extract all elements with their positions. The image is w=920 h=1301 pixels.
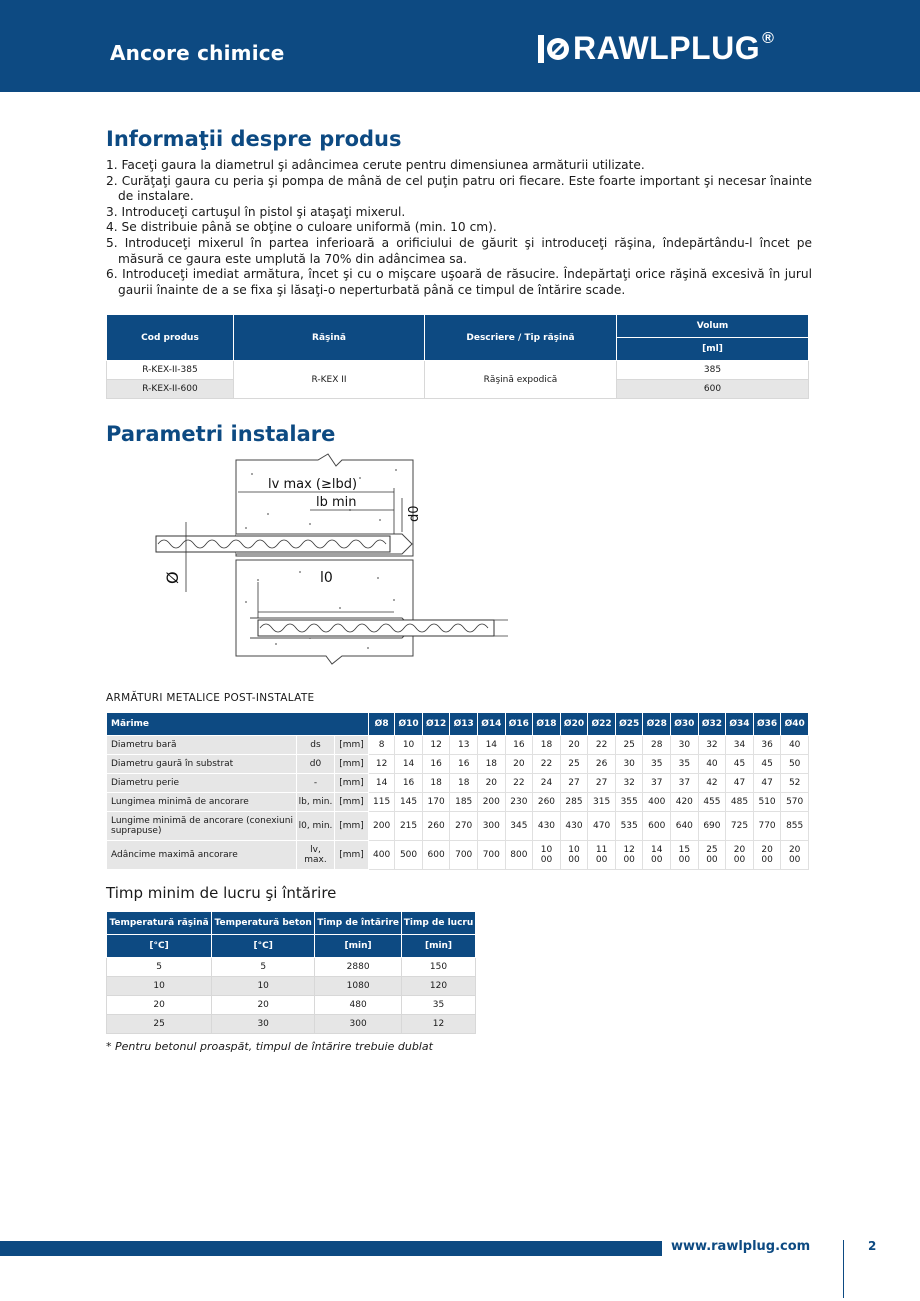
cell-value: 185 bbox=[450, 793, 478, 812]
cell-value: 485 bbox=[726, 793, 754, 812]
cell-value: 10 00 bbox=[560, 841, 588, 870]
cell-value: 230 bbox=[505, 793, 533, 812]
table-row bbox=[107, 774, 809, 793]
cell-value: 40 bbox=[781, 736, 809, 755]
row-unit: [mm] bbox=[335, 812, 369, 841]
rawlplug-logo-mark-icon bbox=[538, 35, 570, 63]
rebar-upper bbox=[156, 536, 390, 552]
row-label: Diametru perie bbox=[107, 774, 297, 793]
table-row bbox=[107, 361, 809, 380]
armaturi-table bbox=[106, 712, 809, 870]
cell: 20 bbox=[107, 996, 212, 1015]
col-size: Ø8 bbox=[369, 713, 395, 736]
cell-value: 25 bbox=[560, 755, 588, 774]
cell: 5 bbox=[107, 958, 212, 977]
cell-value: 16 bbox=[395, 774, 423, 793]
cell-value: 37 bbox=[643, 774, 671, 793]
cell: 10 bbox=[212, 977, 315, 996]
rawlplug-logo bbox=[538, 30, 774, 67]
row-symbol: l0, min. bbox=[297, 812, 335, 841]
cell-value: 200 bbox=[478, 793, 506, 812]
cell-value: 12 bbox=[422, 736, 450, 755]
cell-value: 770 bbox=[753, 812, 781, 841]
table-row bbox=[107, 996, 476, 1015]
cell-value: 115 bbox=[369, 793, 395, 812]
cell-value: 260 bbox=[422, 812, 450, 841]
dim-lb: lb min bbox=[316, 495, 357, 510]
logo-registered: ® bbox=[762, 29, 775, 47]
cell-value: 26 bbox=[588, 755, 616, 774]
cell-value: 20 bbox=[478, 774, 506, 793]
cell: 120 bbox=[402, 977, 476, 996]
dim-lv: lv max (≥lbd) bbox=[268, 477, 358, 492]
cell-desc: Răşină expodică bbox=[425, 361, 617, 399]
cell-value: 11 00 bbox=[588, 841, 616, 870]
row-unit: [mm] bbox=[335, 793, 369, 812]
col-size: Ø25 bbox=[615, 713, 643, 736]
row-label: Diametru gaură în substrat bbox=[107, 755, 297, 774]
cell-value: 16 bbox=[505, 736, 533, 755]
row-label: Adâncime maximă ancorare bbox=[107, 841, 297, 870]
cell: 20 bbox=[212, 996, 315, 1015]
row-symbol: lv, max. bbox=[297, 841, 335, 870]
cell-value: 50 bbox=[781, 755, 809, 774]
cell-value: 18 bbox=[450, 774, 478, 793]
cell: 300 bbox=[315, 1015, 402, 1034]
table-row bbox=[107, 812, 809, 841]
cell-value: 18 bbox=[422, 774, 450, 793]
row-unit: [mm] bbox=[335, 841, 369, 870]
cell-value: 315 bbox=[588, 793, 616, 812]
cell-value: 22 bbox=[533, 755, 561, 774]
dim-l0: l0 bbox=[320, 570, 333, 586]
table-row bbox=[107, 793, 809, 812]
col-unit: [°C] bbox=[107, 935, 212, 958]
col-size: Ø30 bbox=[671, 713, 699, 736]
step-item: 4. Se distribuie până se obţine o culoare uniformă (min. 10 cm). bbox=[106, 220, 497, 235]
col-size: Ø20 bbox=[560, 713, 588, 736]
cell: 25 bbox=[107, 1015, 212, 1034]
cell-value: 18 bbox=[478, 755, 506, 774]
cell-value: 170 bbox=[422, 793, 450, 812]
cell: 12 bbox=[402, 1015, 476, 1034]
cell-value: 37 bbox=[671, 774, 699, 793]
cell-value: 700 bbox=[450, 841, 478, 870]
cell: 2880 bbox=[315, 958, 402, 977]
cell-value: 45 bbox=[726, 755, 754, 774]
cell-value: 430 bbox=[560, 812, 588, 841]
cell-value: 400 bbox=[369, 841, 395, 870]
cell-value: 640 bbox=[671, 812, 699, 841]
cell-value: 600 bbox=[643, 812, 671, 841]
dim-d0: d0 bbox=[407, 505, 422, 522]
cell-value: 430 bbox=[533, 812, 561, 841]
footer-url-link[interactable]: www.rawlplug.com bbox=[671, 1239, 811, 1254]
row-symbol: - bbox=[297, 774, 335, 793]
cell-value: 285 bbox=[560, 793, 588, 812]
table-row bbox=[107, 977, 476, 996]
col-size: Ø16 bbox=[505, 713, 533, 736]
col-size: Ø13 bbox=[450, 713, 478, 736]
col-size: Ø14 bbox=[478, 713, 506, 736]
cell-value: 8 bbox=[369, 736, 395, 755]
cell-value: 270 bbox=[450, 812, 478, 841]
cell-value: 215 bbox=[395, 812, 423, 841]
col-unit: [°C] bbox=[212, 935, 315, 958]
cell-value: 355 bbox=[615, 793, 643, 812]
cell-value: 10 00 bbox=[533, 841, 561, 870]
cell-value: 32 bbox=[615, 774, 643, 793]
cell-code: R-KEX-II-385 bbox=[107, 361, 234, 380]
cell-value: 30 bbox=[615, 755, 643, 774]
cell-value: 28 bbox=[643, 736, 671, 755]
table-row bbox=[107, 736, 809, 755]
cell-value: 260 bbox=[533, 793, 561, 812]
footer-divider bbox=[843, 1240, 844, 1298]
table-row bbox=[107, 1015, 476, 1034]
col-size: Ø10 bbox=[395, 713, 423, 736]
cell-value: 14 bbox=[369, 774, 395, 793]
cell-value: 855 bbox=[781, 812, 809, 841]
row-unit: [mm] bbox=[335, 755, 369, 774]
row-label: Lungimea minimă de ancorare bbox=[107, 793, 297, 812]
cell-volume: 600 bbox=[617, 380, 809, 399]
cell-value: 36 bbox=[753, 736, 781, 755]
cell-value: 15 00 bbox=[671, 841, 699, 870]
cell-value: 510 bbox=[753, 793, 781, 812]
cell-value: 34 bbox=[726, 736, 754, 755]
cell-value: 400 bbox=[643, 793, 671, 812]
col-header: Temperatură răşină bbox=[107, 912, 212, 935]
cell-value: 10 bbox=[395, 736, 423, 755]
cell-value: 420 bbox=[671, 793, 699, 812]
cell-value: 16 bbox=[422, 755, 450, 774]
row-symbol: lb, min. bbox=[297, 793, 335, 812]
cell-value: 16 bbox=[450, 755, 478, 774]
page-number: 2 bbox=[868, 1239, 877, 1253]
col-header-size: Mărime bbox=[107, 713, 369, 736]
table-header-row bbox=[107, 912, 476, 935]
cell-value: 35 bbox=[671, 755, 699, 774]
info-title: Informaţii despre produs bbox=[106, 127, 402, 151]
cell-value: 725 bbox=[726, 812, 754, 841]
cell-value: 14 bbox=[395, 755, 423, 774]
cell: 480 bbox=[315, 996, 402, 1015]
col-size: Ø28 bbox=[643, 713, 671, 736]
col-header-volume-unit: [ml] bbox=[617, 338, 809, 361]
col-header-code: Cod produs bbox=[107, 315, 234, 361]
cell-value: 700 bbox=[478, 841, 506, 870]
cell-value: 300 bbox=[478, 812, 506, 841]
row-unit: [mm] bbox=[335, 774, 369, 793]
cell-value: 20 00 bbox=[726, 841, 754, 870]
cell-code: R-KEX-II-600 bbox=[107, 380, 234, 399]
dim-phi: Ø bbox=[163, 571, 182, 584]
step-item: 2. Curăţaţi gaura cu peria şi pompa de mână de cel puţin patru ori fiecare. Este foarte important şi necesar înainte de instalare. bbox=[106, 173, 812, 204]
logo-text: RAWLPLUG bbox=[573, 30, 761, 66]
cell-value: 12 00 bbox=[615, 841, 643, 870]
table-row bbox=[107, 958, 476, 977]
cell-value: 24 bbox=[533, 774, 561, 793]
instruction-list bbox=[106, 158, 812, 298]
cell-resin: R-KEX II bbox=[234, 361, 425, 399]
col-size: Ø32 bbox=[698, 713, 726, 736]
cell-value: 40 bbox=[698, 755, 726, 774]
params-title: Parametri instalare bbox=[106, 422, 336, 446]
footnote: * Pentru betonul proaspăt, timpul de întărire trebuie dublat bbox=[106, 1040, 433, 1053]
cell-value: 25 bbox=[615, 736, 643, 755]
cell-value: 27 bbox=[560, 774, 588, 793]
cell: 30 bbox=[212, 1015, 315, 1034]
cell-value: 35 bbox=[643, 755, 671, 774]
col-size: Ø40 bbox=[781, 713, 809, 736]
col-size: Ø18 bbox=[533, 713, 561, 736]
col-header-resin: Răşină bbox=[234, 315, 425, 361]
cell-value: 32 bbox=[698, 736, 726, 755]
footer-bar bbox=[0, 1241, 662, 1256]
timp-table bbox=[106, 911, 476, 1034]
col-size: Ø36 bbox=[753, 713, 781, 736]
cell-value: 14 00 bbox=[643, 841, 671, 870]
cell: 1080 bbox=[315, 977, 402, 996]
timp-title: Timp minim de lucru şi întărire bbox=[106, 884, 337, 902]
col-size: Ø34 bbox=[726, 713, 754, 736]
cell-value: 145 bbox=[395, 793, 423, 812]
cell-value: 570 bbox=[781, 793, 809, 812]
cell: 150 bbox=[402, 958, 476, 977]
page-header bbox=[0, 0, 920, 92]
row-symbol: ds bbox=[297, 736, 335, 755]
cell-value: 800 bbox=[505, 841, 533, 870]
table-row bbox=[107, 755, 809, 774]
cell-value: 13 bbox=[450, 736, 478, 755]
table-unit-row bbox=[107, 935, 476, 958]
cell-value: 25 00 bbox=[698, 841, 726, 870]
col-size: Ø12 bbox=[422, 713, 450, 736]
cell-volume: 385 bbox=[617, 361, 809, 380]
row-label: Lungime minimă de ancorare (conexiuni suprapuse) bbox=[107, 812, 297, 841]
col-unit: [min] bbox=[315, 935, 402, 958]
cell-value: 47 bbox=[753, 774, 781, 793]
cell-value: 500 bbox=[395, 841, 423, 870]
cell-value: 20 00 bbox=[753, 841, 781, 870]
col-unit: [min] bbox=[402, 935, 476, 958]
table-header-row bbox=[107, 713, 809, 736]
installation-diagram bbox=[150, 452, 520, 674]
cell-value: 27 bbox=[588, 774, 616, 793]
col-header: Timp de întărire bbox=[315, 912, 402, 935]
cell-value: 200 bbox=[369, 812, 395, 841]
header-title: Ancore chimice bbox=[110, 41, 285, 65]
cell-value: 20 bbox=[505, 755, 533, 774]
step-item: 3. Introduceţi cartuşul în pistol şi ataşaţi mixerul. bbox=[106, 204, 406, 219]
col-header-desc: Descriere / Tip răşină bbox=[425, 315, 617, 361]
row-label: Diametru bară bbox=[107, 736, 297, 755]
cell-value: 52 bbox=[781, 774, 809, 793]
cell-value: 535 bbox=[615, 812, 643, 841]
step-item: 6. Introduceţi imediat armătura, încet şi cu o mişcare uşoară de răsucire. Îndepărtaţi orice răşină excesivă în jurul gaurii înainte de a se fixa şi lăsaţi-o neperturbată până ce timpul de întărire scade. bbox=[106, 267, 812, 297]
col-header: Temperatură beton bbox=[212, 912, 315, 935]
armaturi-label: ARMĂTURI METALICE POST-INSTALATE bbox=[106, 692, 315, 704]
cell-value: 690 bbox=[698, 812, 726, 841]
step-item: 1. Faceţi gaura la diametrul şi adâncimea cerute pentru dimensiunea armăturii utilizate. bbox=[106, 158, 645, 172]
cell-value: 600 bbox=[422, 841, 450, 870]
cell-value: 22 bbox=[505, 774, 533, 793]
product-table bbox=[106, 314, 809, 399]
step-item: 5. Introduceţi mixerul în partea inferioară a orificiului de găurit şi introduceţi răşina, îndepărtându-l încet pe măsură ce gaura este umplută la 70% din adâncimea sa. bbox=[106, 235, 812, 266]
cell-value: 470 bbox=[588, 812, 616, 841]
row-symbol: d0 bbox=[297, 755, 335, 774]
cell-value: 47 bbox=[726, 774, 754, 793]
cell-value: 20 bbox=[560, 736, 588, 755]
row-unit: [mm] bbox=[335, 736, 369, 755]
table-row bbox=[107, 841, 809, 870]
cell-value: 45 bbox=[753, 755, 781, 774]
cell-value: 30 bbox=[671, 736, 699, 755]
cell: 10 bbox=[107, 977, 212, 996]
cell-value: 345 bbox=[505, 812, 533, 841]
col-header: Timp de lucru bbox=[402, 912, 476, 935]
cell-value: 22 bbox=[588, 736, 616, 755]
cell-value: 455 bbox=[698, 793, 726, 812]
col-size: Ø22 bbox=[588, 713, 616, 736]
cell-value: 20 00 bbox=[781, 841, 809, 870]
cell: 35 bbox=[402, 996, 476, 1015]
cell: 5 bbox=[212, 958, 315, 977]
cell-value: 42 bbox=[698, 774, 726, 793]
cell-value: 14 bbox=[478, 736, 506, 755]
col-header-volume: Volum bbox=[617, 315, 809, 338]
cell-value: 12 bbox=[369, 755, 395, 774]
cell-value: 18 bbox=[533, 736, 561, 755]
rebar-lower bbox=[250, 618, 508, 638]
